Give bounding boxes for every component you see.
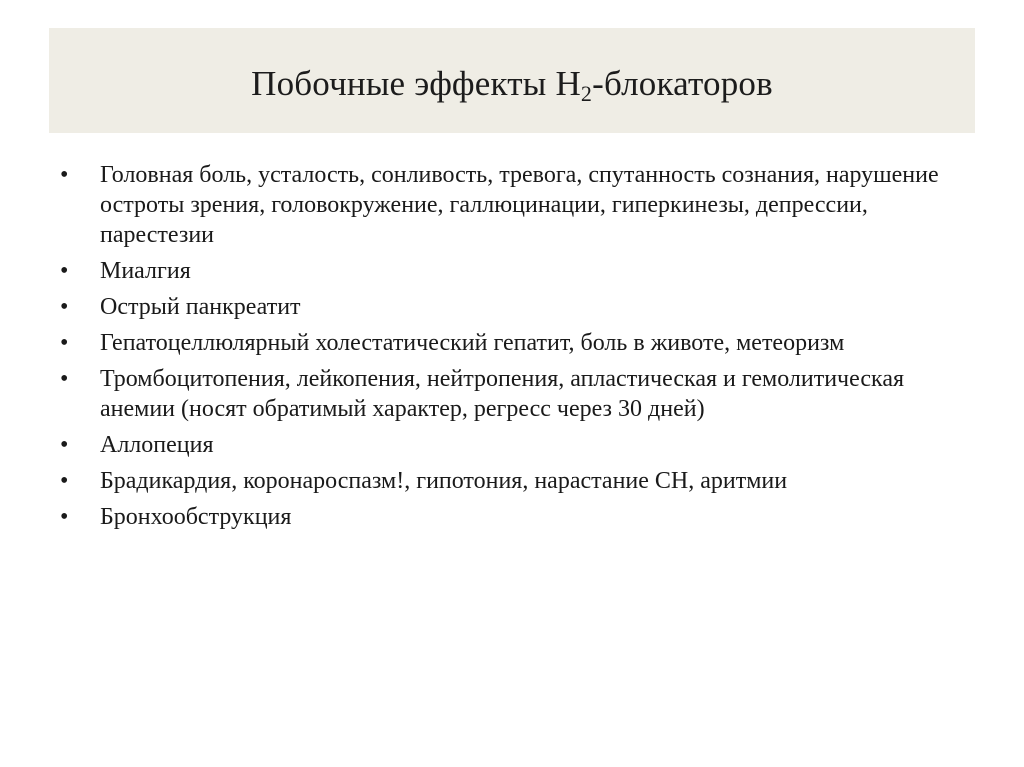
list-item-text: Острый панкреатит	[100, 294, 301, 320]
list-item	[60, 256, 960, 286]
list-item-text: Бронхообструкция	[100, 504, 292, 530]
list-item-text: Аллопеция	[100, 432, 214, 458]
bullet-list	[60, 160, 960, 532]
slide-title	[251, 58, 773, 104]
list-item-text: Брадикардия, коронароспазм!, гипотония, нарастание СН, аритмии	[100, 468, 788, 494]
title-band	[49, 28, 975, 133]
list-item	[60, 430, 960, 460]
title-suffix: -блокаторов	[592, 63, 773, 103]
list-item	[60, 502, 960, 532]
list-item	[60, 364, 960, 424]
bullet-dot: •	[60, 294, 69, 320]
title-prefix: Побочные эффекты Н	[251, 63, 581, 103]
bullet-dot: •	[60, 162, 69, 188]
title-subscript: 2	[580, 80, 593, 106]
bullet-dot: •	[60, 432, 69, 458]
bullet-dot: •	[60, 468, 69, 494]
list-item	[60, 160, 960, 250]
list-item-text: Головная боль, усталость, сонливость, тревога, спутанность сознания, нарушение остроты зрения, головокружение, галлюцинации, гиперкинезы, депрессии, парестезии	[100, 162, 939, 248]
list-item-text: Гепатоцеллюлярный холестатический гепатит, боль в животе, метеоризм	[100, 330, 845, 356]
bullet-dot: •	[60, 330, 69, 356]
slide-content	[60, 160, 960, 538]
list-item	[60, 292, 960, 322]
list-item-text: Миалгия	[100, 258, 191, 284]
list-item	[60, 466, 960, 496]
bullet-dot: •	[60, 258, 69, 284]
list-item-text: Тромбоцитопения, лейкопения, нейтропения, апластическая и гемолитическая анемии (носят обратимый характер, регресс через 30 дней)	[100, 366, 905, 422]
bullet-dot: •	[60, 504, 69, 530]
bullet-dot: •	[60, 366, 69, 392]
list-item	[60, 328, 960, 358]
